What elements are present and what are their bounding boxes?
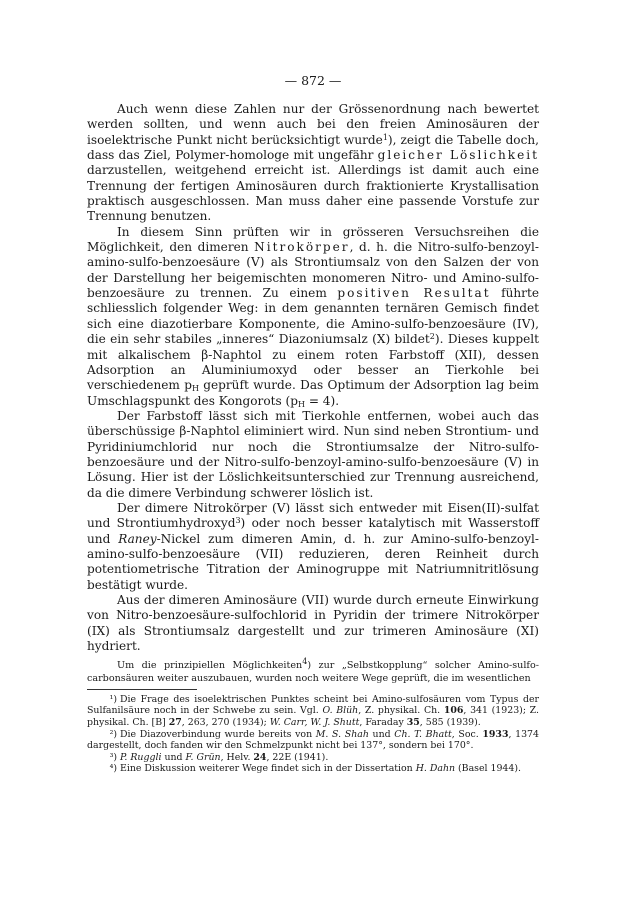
spaced-emphasis: Nitrokörper <box>254 240 350 255</box>
footnote-number: ¹) <box>109 693 117 705</box>
footnote-ref[interactable]: 3 <box>235 516 241 526</box>
subscript: H <box>298 399 305 409</box>
footnote-1 <box>87 694 539 729</box>
text-run: , Soc. <box>451 728 483 740</box>
text-run: und <box>161 751 186 763</box>
footnote-ref[interactable]: 4 <box>302 657 308 667</box>
text-run: Um die prinzipiellen Möglichkeiten <box>117 660 303 672</box>
author-name: W. Carr, W. J. Shutt <box>269 716 360 728</box>
footnote-2 <box>87 729 539 752</box>
text-run: , Helv. <box>220 751 254 763</box>
author-name: O. Blüh <box>322 705 359 717</box>
footnote-divider <box>87 689 197 690</box>
text-run: Eine Diskussion weiterer Wege findet sich in der Dissertation <box>120 763 416 775</box>
author-name: H. Dahn <box>415 763 456 775</box>
footnote-ref[interactable]: 2 <box>429 332 435 342</box>
footnote-ref[interactable]: 1 <box>382 132 388 142</box>
footnote-number: ⁴) <box>109 763 117 775</box>
text-run: , Z. physikal. Ch. <box>358 705 444 717</box>
volume-number: 1933 <box>482 728 509 740</box>
volume-number: 24 <box>253 751 267 763</box>
author-name: Ch. T. Bhatt <box>394 728 452 740</box>
text-run: , 263, 270 (1934); <box>181 716 270 728</box>
spaced-emphasis: positiven Resultat <box>337 286 491 301</box>
text-run: , 1374 dargestellt, doch fanden wir den Schmelzpunkt nicht bei 137°, sondern bei 170°. <box>87 728 539 752</box>
footnote-4 <box>87 763 539 775</box>
footnote-number: ²) <box>109 728 117 740</box>
page-number: — 872 — <box>284 73 342 88</box>
paragraph-3: Der Farbstoff lässt sich mit Tierkohle entfernen, wobei auch das überschüssige β-Naphtol eliminiert wird. Nun sind neben Strontium- und Pyridiniumchlorid nur noch die Strontiumsalze der Nitro-sulfo-benzoesäure und der Nitro-sulfo-benzoyl-amino-sulfo-benzoesäure (V) in Lösung. Hier ist der Löslichkeitsunterschied zur Trennung ausreichend, da die dimere Verbindung schwerer löslich ist. <box>87 408 539 500</box>
volume-number: 106 <box>443 705 464 717</box>
text-run: , d. h. die Nitro-sulfo-benzoyl-amino-sulfo-benzoesäure (V) als Strontiumsalz von den Salzen der von der Darstellung her beigemischten monomeren Nitro- und Amino-sulfo-benzoesäure zu trennen. Zu einem <box>87 240 540 301</box>
text-run: und <box>368 728 395 740</box>
text-run: führte schliesslich folgender Weg: in dem genannten ternären Gemisch findet sich eine diazotierbare Komponente, die Amino-sulfo-benzoesäure (IV), die ein sehr stabiles „inneres“ Diazoniumsalz (X) bildet <box>87 286 539 347</box>
volume-number: 27 <box>168 716 182 728</box>
author-name: M. S. Shah <box>315 728 369 740</box>
text-run: darzustellen, weitgehend erreicht ist. Allerdings ist damit auch eine Trennung der fertigen Aminosäuren durch fraktionierte Krystallisation praktisch ausgeschlossen. Man muss daher eine passende Vorstufe zur Trennung benutzen. <box>87 163 539 224</box>
spaced-emphasis: gleicher Löslichkeit <box>377 148 539 163</box>
text-run: Der dimere Nitrokörper (V) lässt sich entweder mit Eisen(II)-sulfat und Strontiumhydroxyd <box>87 500 539 531</box>
author-name: F. Grün <box>185 751 221 763</box>
text-run: ) oder noch besser katalytisch mit Wasserstoff und <box>87 516 539 546</box>
paragraph-4 <box>87 501 539 593</box>
footnote-number: ³) <box>109 751 117 763</box>
volume-number: 35 <box>406 716 420 728</box>
text-run: In diesem Sinn prüften wir in grösseren Versuchsreihen die Möglichkeit, den dimeren <box>87 224 539 255</box>
paragraph-5: Aus der dimeren Aminosäure (VII) wurde durch erneute Einwirkung von Nitro-benzoesäure-sulfochlorid in Pyridin der trimere Nitrokörper (IX) als Strontiumsalz dargestellt und zur trimeren Aminosäure (XI) hydriert. <box>87 593 539 654</box>
subscript: H <box>191 384 199 394</box>
text-run: , Faraday <box>359 716 407 728</box>
italic-name: Raney <box>118 531 157 546</box>
text-run: Auch wenn diese Zahlen nur der Grössenordnung nach bewertet werden sollten, und wenn auch bei den freien Aminosäuren der isoelektrische Punkt nicht berücksichtigt wurde <box>87 102 539 147</box>
text-run: , 22E (1941). <box>266 751 329 763</box>
text-run: Die Frage des isoelektrischen Punktes scheint bei Amino-sulfosäuren vom Typus der Sulfanilsäure noch in der Schwebe zu sein. Vgl. <box>87 693 539 717</box>
text-run: ). Dieses kuppelt mit alkalischem β-Naphtol zu einem roten Farbstoff (XII), dessen Adsorption an Aluminiumoxyd oder besser an Tierkohle bei verschiedenem p <box>87 332 539 393</box>
text-run: -Nickel zum dimeren Amin, d. h. zur Amino-sulfo-benzoyl-amino-sulfo-benzoesäure (VII) reduzieren, deren Reinheit durch potentiometrische Titration der Aminogruppe mit Natriumnitritlösung bestätigt wurde. <box>87 531 539 592</box>
paragraph-1 <box>87 102 539 225</box>
small-print-paragraph <box>87 657 539 684</box>
text-run: ), zeigt die Tabelle doch, dass das Ziel, Polymer-homologe mit ungefähr <box>87 132 539 163</box>
text-run: ) zur „Selbstkopplung“ solcher Amino-sulfo-carbonsäuren weiter auszubauen, wurden noch weitere Wege geprüft, die im wesentlichen <box>87 660 539 684</box>
text-run: geprüft wurde. Das Optimum der Adsorption lag beim Umschlagspunkt des Kongorots (p <box>87 378 539 408</box>
paragraph-2 <box>87 225 539 409</box>
footnote-3 <box>87 752 539 764</box>
text-run: Die Diazoverbindung wurde bereits von <box>120 728 316 740</box>
text-run: , 585 (1939). <box>419 716 481 728</box>
footnotes <box>87 694 539 775</box>
journal-page <box>87 74 539 775</box>
main-text <box>87 102 539 654</box>
text-run: , 341 (1923); Z. physikal. Ch. [B] <box>87 705 539 728</box>
text-run: = 4). <box>304 393 340 408</box>
author-name: P. Ruggli <box>120 751 162 763</box>
text-run: (Basel 1944). <box>455 763 521 775</box>
